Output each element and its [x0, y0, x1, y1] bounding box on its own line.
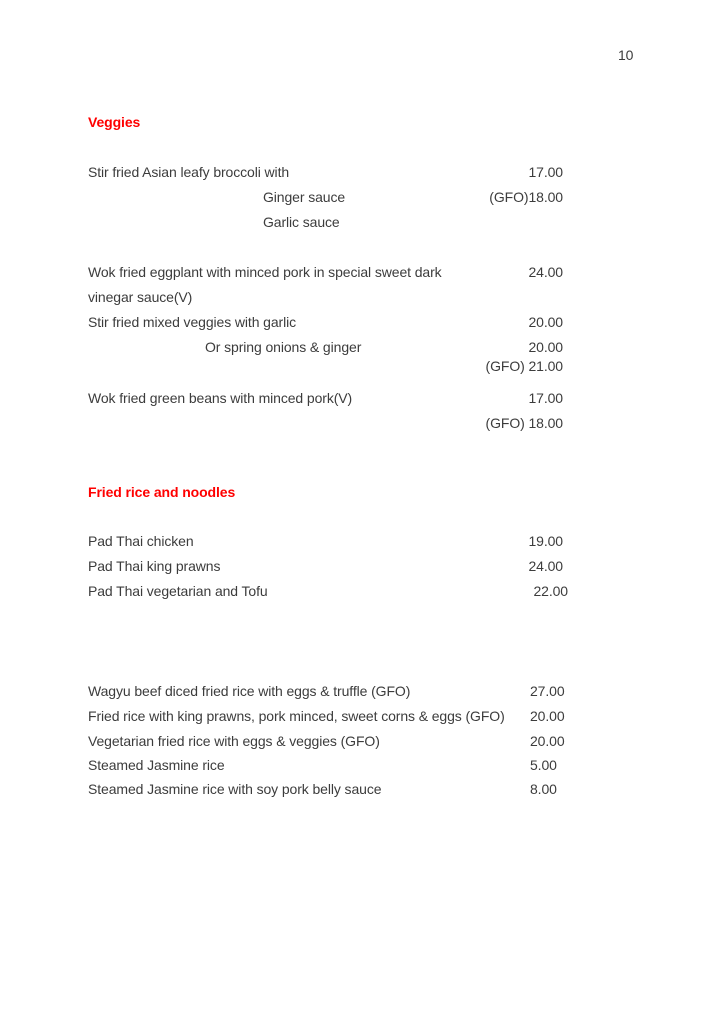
- menu-item-price: 19.00: [528, 533, 563, 549]
- menu-item-price-gfo: (GFO) 21.00: [485, 358, 563, 374]
- menu-item-price: 17.00: [528, 164, 563, 180]
- menu-item-price: 24.00: [528, 264, 563, 280]
- menu-item-row: [88, 287, 563, 307]
- menu-item-name: Stir fried Asian leafy broccoli with: [88, 164, 290, 180]
- menu-item-row: [88, 337, 563, 357]
- menu-item-name: Fried rice with king prawns, pork minced, sweet corns & eggs (GFO): [88, 708, 505, 724]
- menu-item-row: [88, 779, 563, 799]
- menu-item-price: 20.00: [530, 733, 565, 749]
- menu-item-name: Pad Thai chicken: [88, 533, 194, 549]
- menu-item-name: Steamed Jasmine rice: [88, 757, 225, 773]
- menu-item-price: 5.00: [530, 757, 557, 773]
- menu-item-row: [88, 581, 568, 601]
- menu-item-price: 8.00: [530, 781, 557, 797]
- section-title-veggies: Veggies: [88, 114, 141, 130]
- menu-item-name: Wok fried eggplant with minced pork in special sweet dark: [88, 264, 442, 280]
- menu-item-option: Or spring onions & ginger: [205, 339, 362, 355]
- menu-item-price-gfo: (GFO) 18.00: [485, 415, 563, 431]
- menu-item-price: 17.00: [528, 390, 563, 406]
- menu-item-name: Wagyu beef diced fried rice with eggs & truffle (GFO): [88, 683, 411, 699]
- menu-item-price: 20.00: [530, 708, 565, 724]
- menu-item-name: Vegetarian fried rice with eggs & veggies (GFO): [88, 733, 380, 749]
- menu-item-price: 24.00: [528, 558, 563, 574]
- menu-item-row: [88, 556, 563, 576]
- menu-item-row: [88, 388, 563, 408]
- menu-item-price: 20.00: [528, 314, 563, 330]
- menu-item-row: [88, 262, 563, 282]
- section-title-fried-rice-and-noodles: Fried rice and noodles: [88, 484, 236, 500]
- menu-item-row: [88, 212, 563, 232]
- page-number: 10: [618, 47, 634, 63]
- menu-item-name: Steamed Jasmine rice with soy pork belly sauce: [88, 781, 382, 797]
- menu-item-row: [88, 706, 563, 726]
- menu-item-name: Stir fried mixed veggies with garlic: [88, 314, 297, 330]
- menu-item-row: [88, 731, 563, 751]
- menu-item-name: Pad Thai vegetarian and Tofu: [88, 583, 268, 599]
- menu-item-row: [88, 681, 563, 701]
- menu-item-row: [88, 531, 563, 551]
- menu-item-row: [88, 755, 563, 775]
- menu-item-row: [88, 187, 563, 207]
- menu-item-name: Pad Thai king prawns: [88, 558, 221, 574]
- menu-item-option: Garlic sauce: [263, 214, 340, 230]
- menu-item-row: [88, 413, 563, 433]
- menu-item-name-continuation: vinegar sauce(V): [88, 289, 193, 305]
- menu-item-price: 20.00: [528, 339, 563, 355]
- menu-item-price: 22.00: [533, 583, 568, 599]
- menu-item-price: 27.00: [530, 683, 565, 699]
- menu-item-row: [88, 162, 563, 182]
- menu-item-row: [88, 356, 563, 376]
- menu-item-row: [88, 312, 563, 332]
- menu-item-name: Wok fried green beans with minced pork(V): [88, 390, 353, 406]
- menu-item-option: Ginger sauce: [263, 189, 346, 205]
- menu-item-price: (GFO)18.00: [489, 189, 563, 205]
